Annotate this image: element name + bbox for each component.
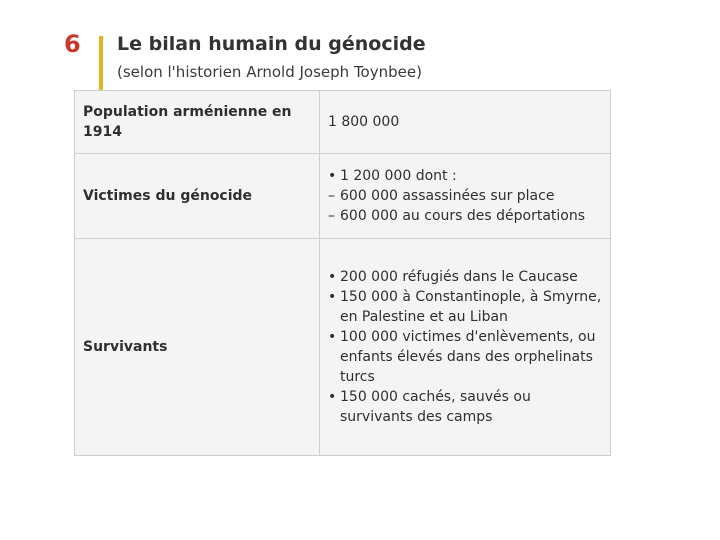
table-row xyxy=(75,154,611,239)
list-item-text: 200 000 réfugiés dans le Caucase xyxy=(340,269,578,285)
victimes-list xyxy=(328,166,602,226)
list-item-text: 1 200 000 dont : xyxy=(340,168,457,184)
list-item xyxy=(328,206,602,226)
accent-bar xyxy=(99,36,103,94)
bullet-marker: • xyxy=(328,329,337,345)
row-value-population: 1 800 000 xyxy=(320,91,611,154)
document-title: Le bilan humain du génocide xyxy=(117,33,426,55)
list-item xyxy=(328,287,602,327)
bullet-marker: • xyxy=(328,269,337,285)
row-label-population: Population arménienne en 1914 xyxy=(75,91,320,154)
list-item xyxy=(328,186,602,206)
document-number: 6 xyxy=(64,30,81,58)
bullet-marker: • xyxy=(328,389,337,405)
list-item xyxy=(328,327,602,387)
row-value-victimes xyxy=(320,154,611,239)
table-row xyxy=(75,239,611,456)
list-item xyxy=(328,387,602,427)
survivants-list xyxy=(328,267,602,427)
row-label-victimes: Victimes du génocide xyxy=(75,154,320,239)
bullet-marker: • xyxy=(328,168,337,184)
row-label-survivants: Survivants xyxy=(75,239,320,456)
list-item-text: 600 000 assassinées sur place xyxy=(340,188,555,204)
table-row xyxy=(75,91,611,154)
bilan-table xyxy=(74,90,611,456)
list-item-text: 150 000 à Constantinople, à Smyrne, en Palestine et au Liban xyxy=(340,289,602,325)
bullet-marker: • xyxy=(328,289,337,305)
dash-marker: – xyxy=(328,208,335,224)
row-value-survivants xyxy=(320,239,611,456)
list-item-text: 150 000 cachés, sauvés ou survivants des camps xyxy=(340,389,531,425)
dash-marker: – xyxy=(328,188,335,204)
list-item xyxy=(328,267,602,287)
document-subtitle: (selon l'historien Arnold Joseph Toynbee) xyxy=(117,63,422,81)
list-item xyxy=(328,166,602,186)
list-item-text: 100 000 victimes d'enlèvements, ou enfants élevés dans des orphelinats turcs xyxy=(340,329,596,385)
list-item-text: 600 000 au cours des déportations xyxy=(340,208,586,224)
